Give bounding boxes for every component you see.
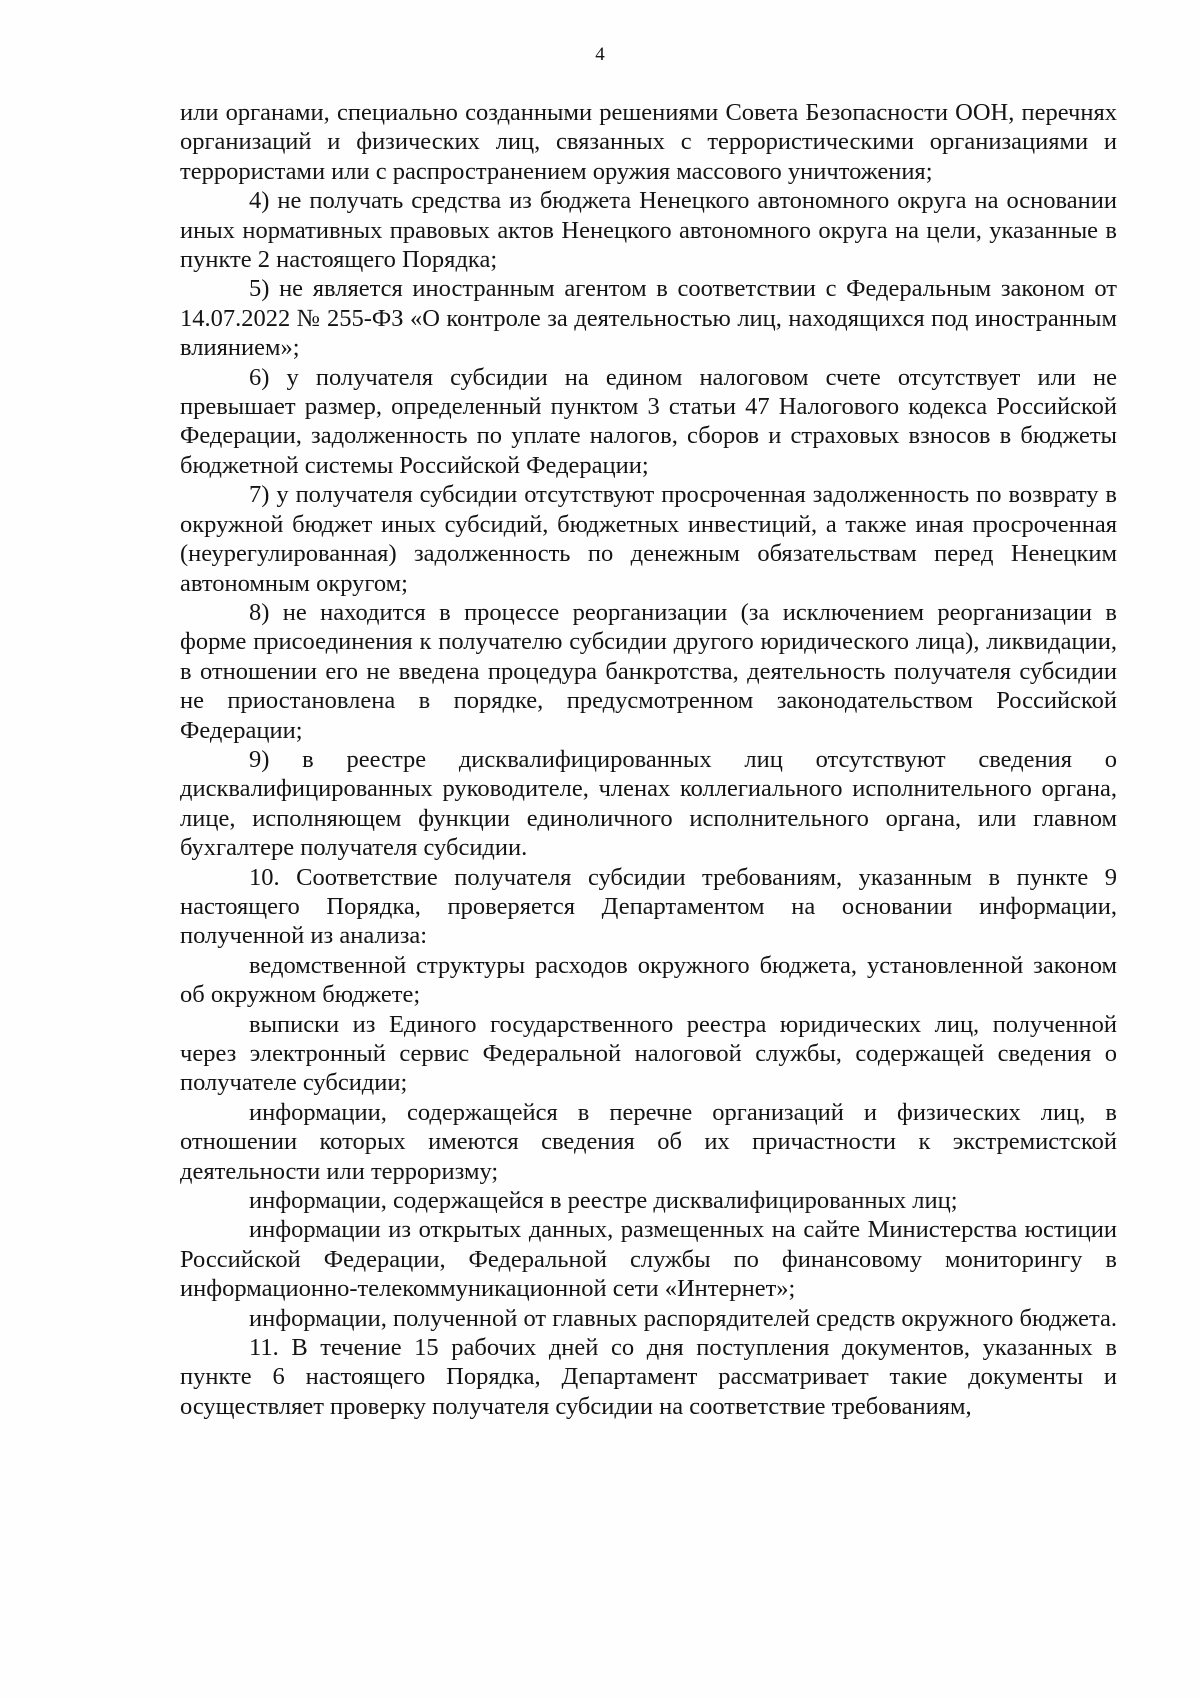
paragraph-source-egrul-extract: выписки из Единого государственного реестра юридических лиц, полученной через электронный сервис Федеральной налоговой службы, содержащей сведения о получателе субсидии; xyxy=(180,1010,1117,1097)
paragraph-source-budget-structure: ведомственной структуры расходов окружного бюджета, установленной законом об окружном бюджете; xyxy=(180,951,1117,1009)
document-body xyxy=(180,98,1117,1421)
paragraph-item-4: 4) не получать средства из бюджета Ненецкого автономного округа на основании иных нормативных правовых актов Ненецкого автономного округа на цели, указанные в пункте 2 настоящего Порядка; xyxy=(180,187,1117,274)
paragraph-section-11: 11. В течение 15 рабочих дней со дня поступления документов, указанных в пункте 6 настоящего Порядка, Департамент рассматривает такие документы и осуществляет проверку получателя субсидии на соответствие требованиям, xyxy=(180,1334,1117,1420)
page-number: 4 xyxy=(595,44,605,65)
paragraph-continuation: или органами, специально созданными решениями Совета Безопасности ООН, перечнях организаций и физических лиц, связанных с террористическими организациями и террористами или с распространением оружия массового уничтожения; xyxy=(180,99,1117,185)
paragraph-source-budget-managers: информации, полученной от главных распорядителей средств окружного бюджета. xyxy=(249,1304,1117,1332)
paragraph-source-disqualified-registry: информации, содержащейся в реестре дисквалифицированных лиц; xyxy=(249,1187,958,1215)
paragraph-item-5: 5) не является иностранным агентом в соответствии с Федеральным законом от 14.07.2022 № 255-ФЗ «О контроле за деятельностью лиц, находящихся под иностранным влиянием»; xyxy=(180,275,1117,362)
paragraph-item-9: 9) в реестре дисквалифицированных лиц отсутствуют сведения о дисквалифицированных руководителе, членах коллегиального исполнительного органа, лице, исполняющем функции единоличного исполнительного органа, или главном бухгалтере получателя субсидии. xyxy=(180,745,1117,862)
paragraph-source-extremism-list: информации, содержащейся в перечне организаций и физических лиц, в отношении которых имеются сведения об их причастности к экстремистской деятельности или терроризму; xyxy=(180,1098,1117,1185)
paragraph-item-8: 8) не находится в процессе реорганизации (за исключением реорганизации в форме присоединения к получателю субсидии другого юридического лица), ликвидации, в отношении его не введена процедура банкротства, деятельность получателя субсидии не приостановлена в порядке, предусмотренном законодательством Российской Федерации; xyxy=(180,598,1117,744)
paragraph-item-7: 7) у получателя субсидии отсутствуют просроченная задолженность по возврату в окружной бюджет иных субсидий, бюджетных инвестиций, а также иная просроченная (неурегулированная) задолженность по денежным обязательствам перед Ненецким автономным округом; xyxy=(180,481,1117,597)
paragraph-section-10: 10. Соответствие получателя субсидии требованиям, указанным в пункте 9 настоящего Порядка, проверяется Департаментом на основании информации, полученной из анализа: xyxy=(180,863,1117,950)
paragraph-source-open-data: информации из открытых данных, размещенных на сайте Министерства юстиции Российской Федерации, Федеральной службы по финансовому мониторингу в информационно-телекоммуникационной сети «Интернет»; xyxy=(180,1216,1117,1303)
paragraph-item-6: 6) у получателя субсидии на едином налоговом счете отсутствует или не превышает размер, определенный пунктом 3 статьи 47 Налогового кодекса Российской Федерации, задолженность по уплате налогов, сборов и страховых взносов в бюджеты бюджетной системы Российской Федерации; xyxy=(180,363,1117,479)
